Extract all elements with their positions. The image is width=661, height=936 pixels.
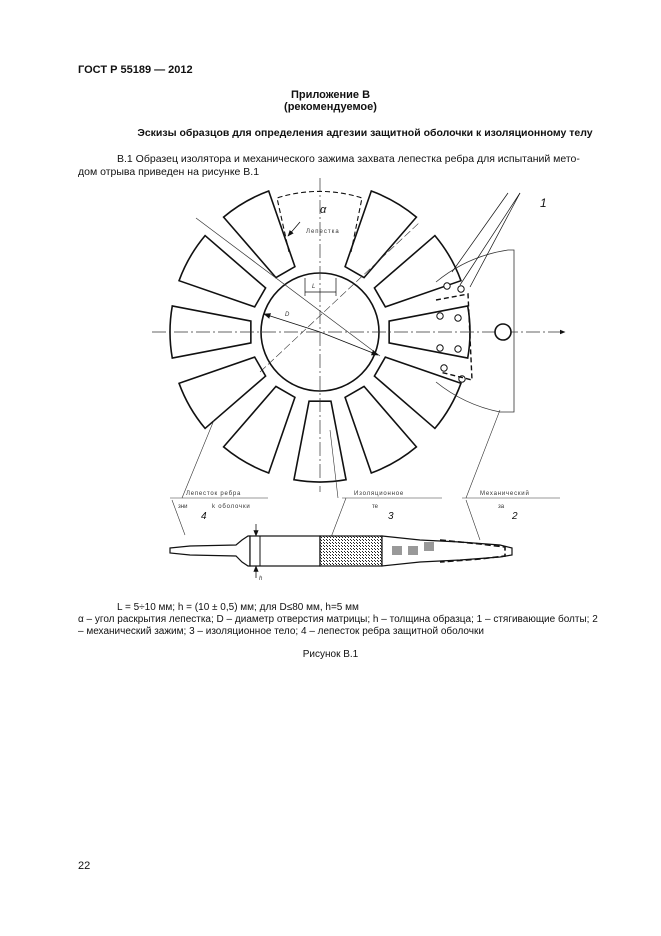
callout-3-bottom: те [372, 504, 379, 510]
section-clamp-block-2 [408, 546, 418, 555]
callout-4-top: Лепесток ребра [186, 491, 242, 497]
caption-line-3: – механический зажим; 3 – изоляционное тело; 4 – лепесток ребра защитной оболочки [78, 626, 484, 637]
label-d: D [285, 312, 290, 318]
appendix-title: Приложение В [290, 89, 371, 101]
callout-2-num: 2 [512, 511, 518, 522]
label-alpha: α [320, 204, 327, 216]
section-clamp-block-1 [392, 546, 402, 555]
bolt-hole [458, 286, 464, 292]
caption-line-2: α – угол раскрытия лепестка; D – диаметр отверстия матрицы; h – толщина образца; 1 – стягивающие болты; 2 [78, 614, 598, 625]
figure-title: Рисунок В.1 [302, 649, 359, 660]
callout-4-num: 4 [201, 511, 207, 522]
callout-2-leader [466, 410, 500, 498]
section-insulation [320, 536, 382, 566]
label-petal: Лепестка [306, 229, 340, 235]
clamp-pin [495, 324, 511, 340]
callout-3-num: 3 [388, 511, 394, 522]
page-number: 22 [78, 860, 91, 872]
label-h: h [259, 576, 263, 582]
callout-4-leader [182, 420, 214, 498]
cross-section [170, 524, 512, 582]
callout-2-top: Механический [480, 491, 530, 497]
caption-line-1: L = 5÷10 мм; h = (10 ± 0,5) мм; для D≤80 мм, h=5 мм [117, 602, 359, 613]
callout-3-top: Изоляционное [354, 491, 404, 497]
bolt-hole [441, 365, 447, 371]
paragraph-line-1: В.1 Образец изолятора и механического зажима захвата лепестка ребра для испытаний мето- [117, 153, 580, 165]
callout-4-left: зни [178, 504, 188, 510]
section-left-flange [170, 536, 250, 566]
callout-1-leader-a [460, 193, 520, 285]
standard-header: ГОСТ Р 55189 — 2012 [78, 64, 193, 76]
bolt-hole [444, 283, 450, 289]
callout-2-bottom: за [498, 504, 505, 510]
callout-1-leader-c [470, 193, 520, 287]
label-l: L [312, 284, 316, 290]
bolt-hole [455, 315, 461, 321]
callout-2-leader-down [466, 500, 480, 540]
bolt-hole [455, 346, 461, 352]
callout-1-leader-b [452, 193, 508, 272]
paragraph-line-2: дом отрыва приведен на рисунке В.1 [78, 166, 260, 178]
label-callout-1: 1 [540, 196, 547, 210]
alpha-arrow [288, 222, 300, 236]
bolt-hole [437, 345, 443, 351]
appendix-subtitle: (рекомендуемое) [284, 101, 377, 113]
bolt-hole [437, 313, 443, 319]
section-clamp-block-3 [424, 542, 434, 551]
section-title: Эскизы образцов для определения адгезии защитной оболочки к изоляционному телу [137, 127, 593, 139]
callout-4-bottom: k оболочки [212, 504, 251, 510]
alpha-petal-outline [277, 191, 362, 252]
callout-3-leader [330, 498, 346, 540]
